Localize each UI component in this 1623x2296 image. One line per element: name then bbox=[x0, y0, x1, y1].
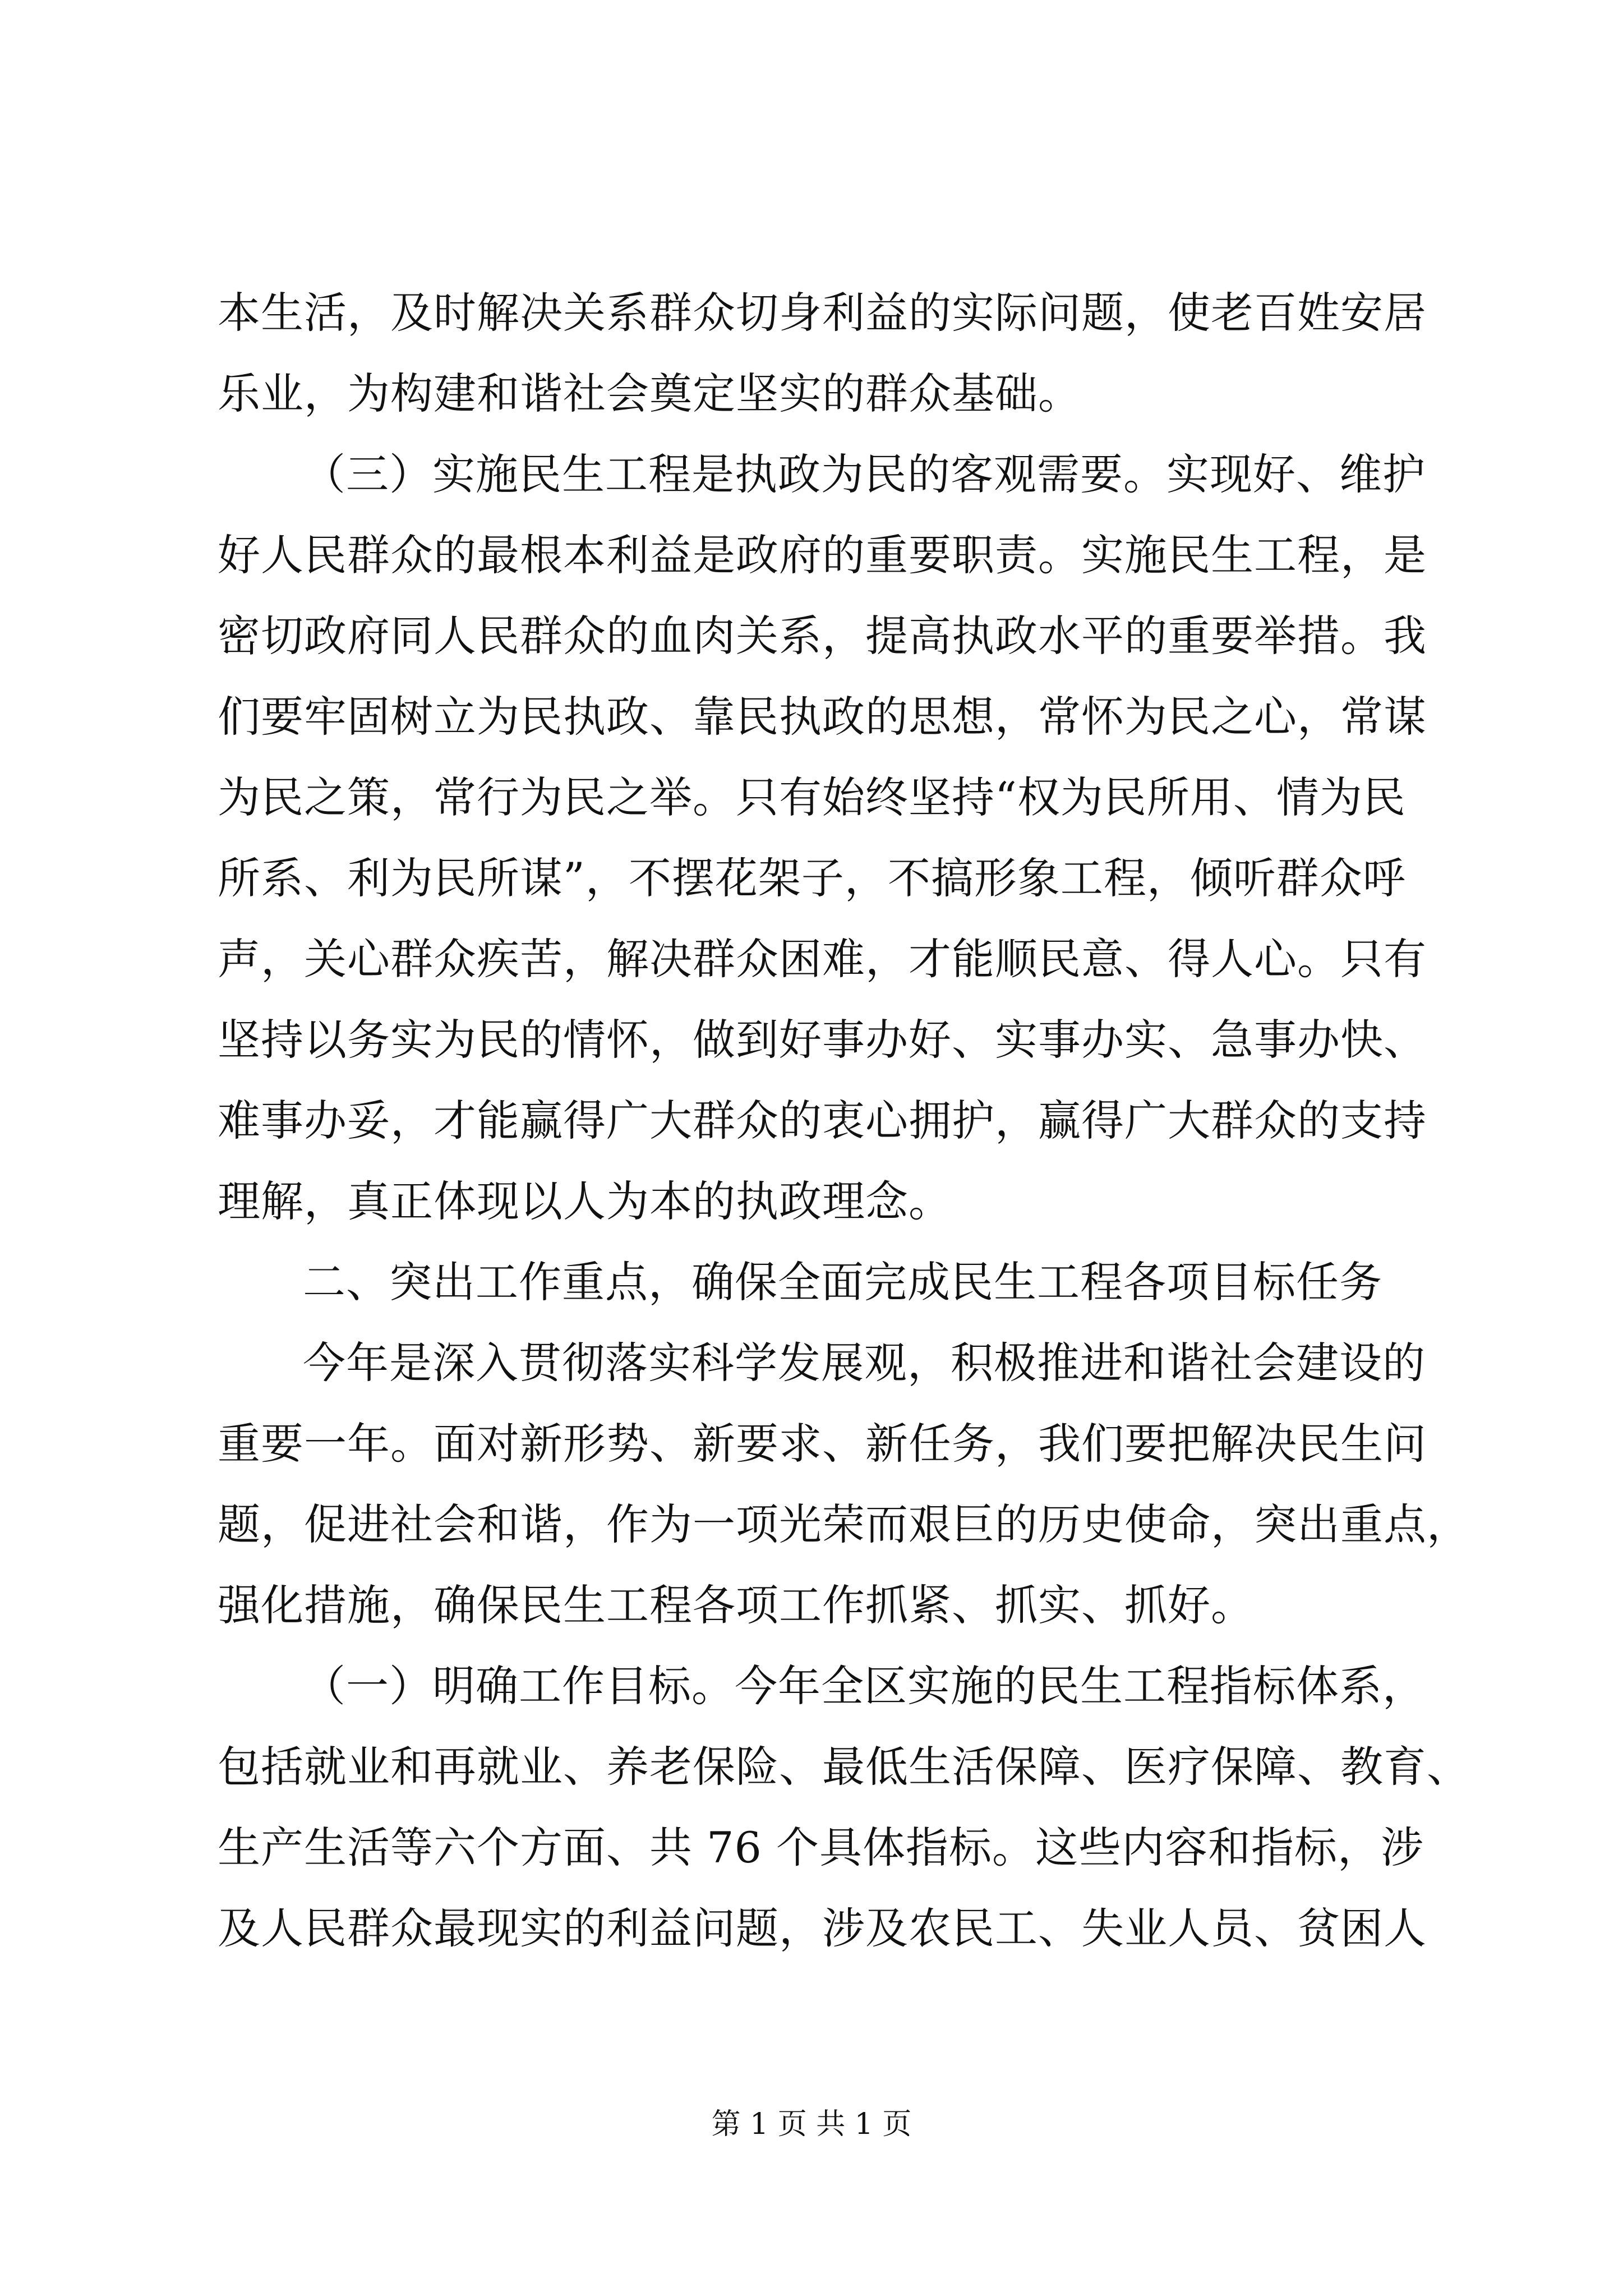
text-line: 生产生活等六个方面、共 76 个具体指标。这些内容和指标，涉 bbox=[218, 1823, 1424, 1872]
text-line: 理解，真正体现以人为本的执政理念。 bbox=[218, 1176, 952, 1226]
text-line: 们要牢固树立为民执政、靠民执政的思想，常怀为民之心，常谋 bbox=[218, 692, 1427, 742]
text-line: 所系、利为民所谋”，不摆花架子，不搞形象工程，倾听群众呼 bbox=[218, 853, 1406, 903]
text-line: 包括就业和再就业、养老保险、最低生活保障、医疗保障、教育、 bbox=[218, 1742, 1470, 1792]
text-line: 为民之策，常行为民之举。只有始终坚持“权为民所用、情为民 bbox=[218, 772, 1406, 822]
text-line: 乐业，为构建和谐社会奠定坚实的群众基础。 bbox=[218, 369, 1081, 418]
text-line: 坚持以务实为民的情怀，做到好事办好、实事办实、急事办快、 bbox=[218, 1015, 1427, 1065]
text-line: 本生活，及时解决关系群众切身利益的实际问题，使老百姓安居 bbox=[218, 288, 1427, 338]
page-footer: 第 1 页 共 1 页 bbox=[711, 2108, 912, 2141]
text-line: 及人民群众最现实的利益问题，涉及农民工、失业人员、贫困人 bbox=[218, 1903, 1427, 1953]
text-line: （一）明确工作目标。今年全区实施的民生工程指标体系， bbox=[303, 1661, 1426, 1711]
text-line: 难事办妥，才能赢得广大群众的衷心拥护，赢得广大群众的支持 bbox=[218, 1096, 1427, 1145]
text-line: 重要一年。面对新形势、新要求、新任务，我们要把解决民生问 bbox=[218, 1419, 1427, 1469]
text-line: 声，关心群众疾苦，解决群众困难，才能顺民意、得人心。只有 bbox=[218, 934, 1427, 984]
section-heading: 二、突出工作重点，确保全面完成民生工程各项目标任务 bbox=[303, 1257, 1382, 1307]
text-line: 题，促进社会和谐，作为一项光荣而艰巨的历史使命，突出重点， bbox=[218, 1499, 1470, 1549]
text-line: 今年是深入贯彻落实科学发展观，积极推进和谐社会建设的 bbox=[303, 1338, 1426, 1388]
text-line: 密切政府同人民群众的血肉关系，提高执政水平的重要举措。我 bbox=[218, 611, 1427, 661]
text-line: （三）实施民生工程是执政为民的客观需要。实现好、维护 bbox=[303, 449, 1426, 499]
text-line: 强化措施，确保民生工程各项工作抓紧、抓实、抓好。 bbox=[218, 1580, 1254, 1630]
text-line: 好人民群众的最根本利益是政府的重要职责。实施民生工程，是 bbox=[218, 530, 1427, 580]
